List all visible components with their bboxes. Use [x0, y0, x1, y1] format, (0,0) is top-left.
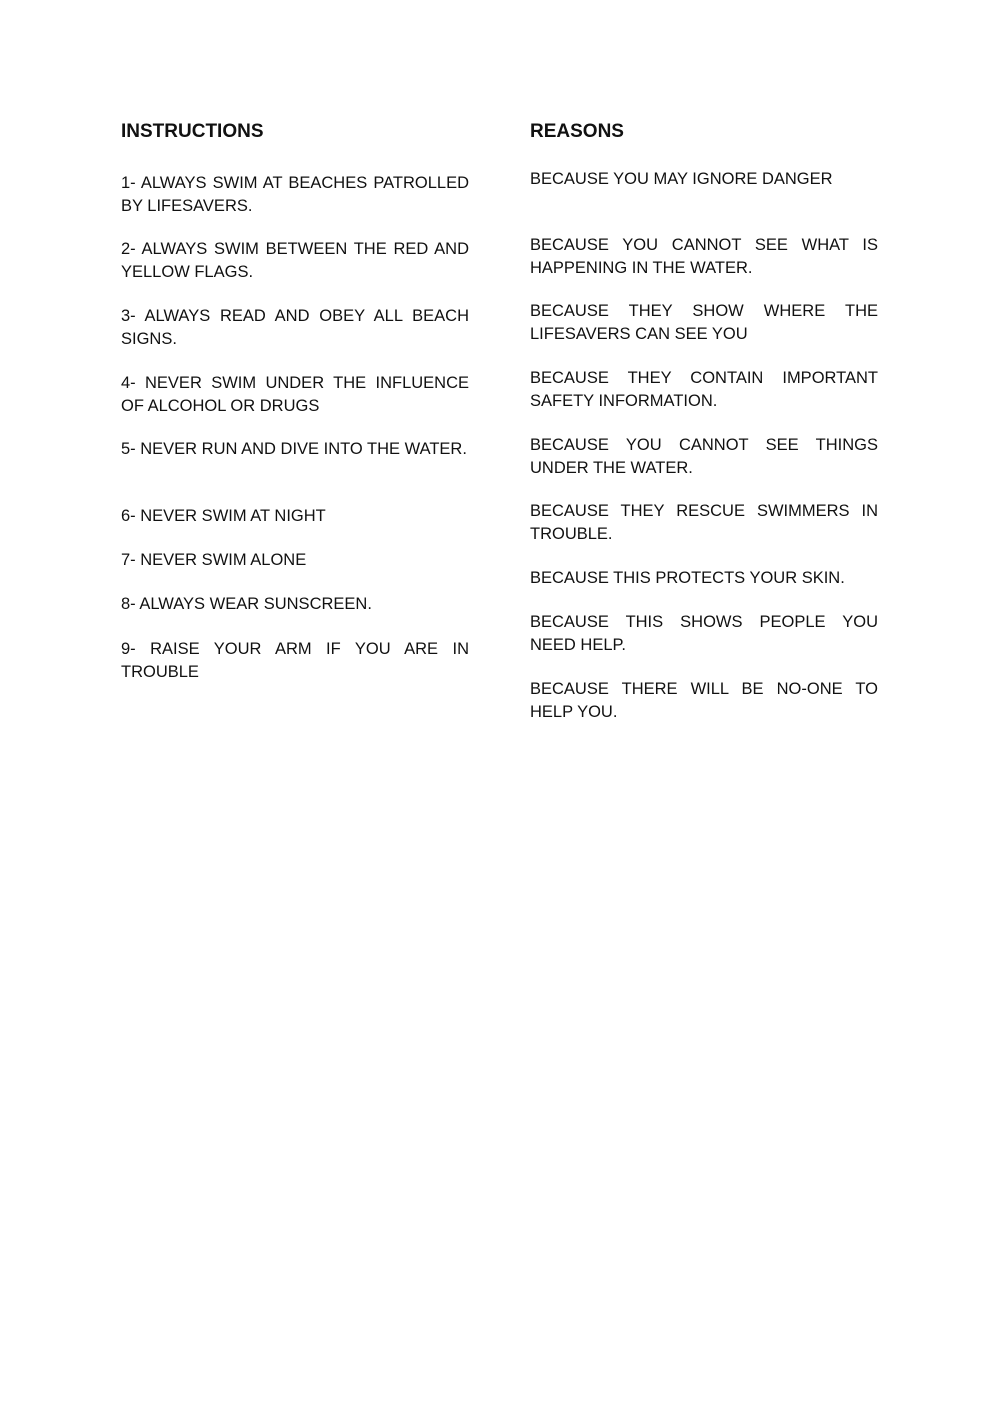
reason-item: BECAUSE YOU MAY IGNORE DANGER	[530, 170, 833, 188]
reason-item: BECAUSE THERE WILL BE NO-ONE TO HELP YOU.	[530, 680, 878, 721]
instruction-item: 8- ALWAYS WEAR SUNSCREEN.	[121, 595, 372, 613]
reason-item: BECAUSE THEY SHOW WHERE THE LIFESAVERS CAN SEE YOU	[530, 302, 878, 343]
instruction-item: 1- ALWAYS SWIM AT BEACHES PATROLLED BY LIFESAVERS.	[121, 174, 469, 215]
reason-item: BECAUSE THIS PROTECTS YOUR SKIN.	[530, 569, 845, 587]
reason-item: BECAUSE YOU CANNOT SEE THINGS UNDER THE WATER.	[530, 436, 878, 477]
instruction-item: 9- RAISE YOUR ARM IF YOU ARE IN TROUBLE	[121, 640, 469, 681]
instructions-heading: INSTRUCTIONS	[121, 121, 264, 142]
reason-item: BECAUSE THEY CONTAIN IMPORTANT SAFETY INFORMATION.	[530, 369, 878, 410]
instruction-item: 5- NEVER RUN AND DIVE INTO THE WATER.	[121, 440, 467, 458]
reason-item: BECAUSE YOU CANNOT SEE WHAT IS HAPPENING IN THE WATER.	[530, 236, 878, 277]
reasons-heading: REASONS	[530, 121, 624, 142]
instruction-item: 6- NEVER SWIM AT NIGHT	[121, 507, 326, 525]
reason-item: BECAUSE THIS SHOWS PEOPLE YOU NEED HELP.	[530, 613, 878, 654]
instruction-item: 4- NEVER SWIM UNDER THE INFLUENCE OF ALCOHOL OR DRUGS	[121, 374, 469, 415]
instruction-item: 7- NEVER SWIM ALONE	[121, 551, 307, 569]
reason-item: BECAUSE THEY RESCUE SWIMMERS IN TROUBLE.	[530, 502, 878, 543]
instruction-item: 2- ALWAYS SWIM BETWEEN THE RED AND YELLOW FLAGS.	[121, 240, 469, 281]
instruction-item: 3- ALWAYS READ AND OBEY ALL BEACH SIGNS.	[121, 307, 469, 348]
